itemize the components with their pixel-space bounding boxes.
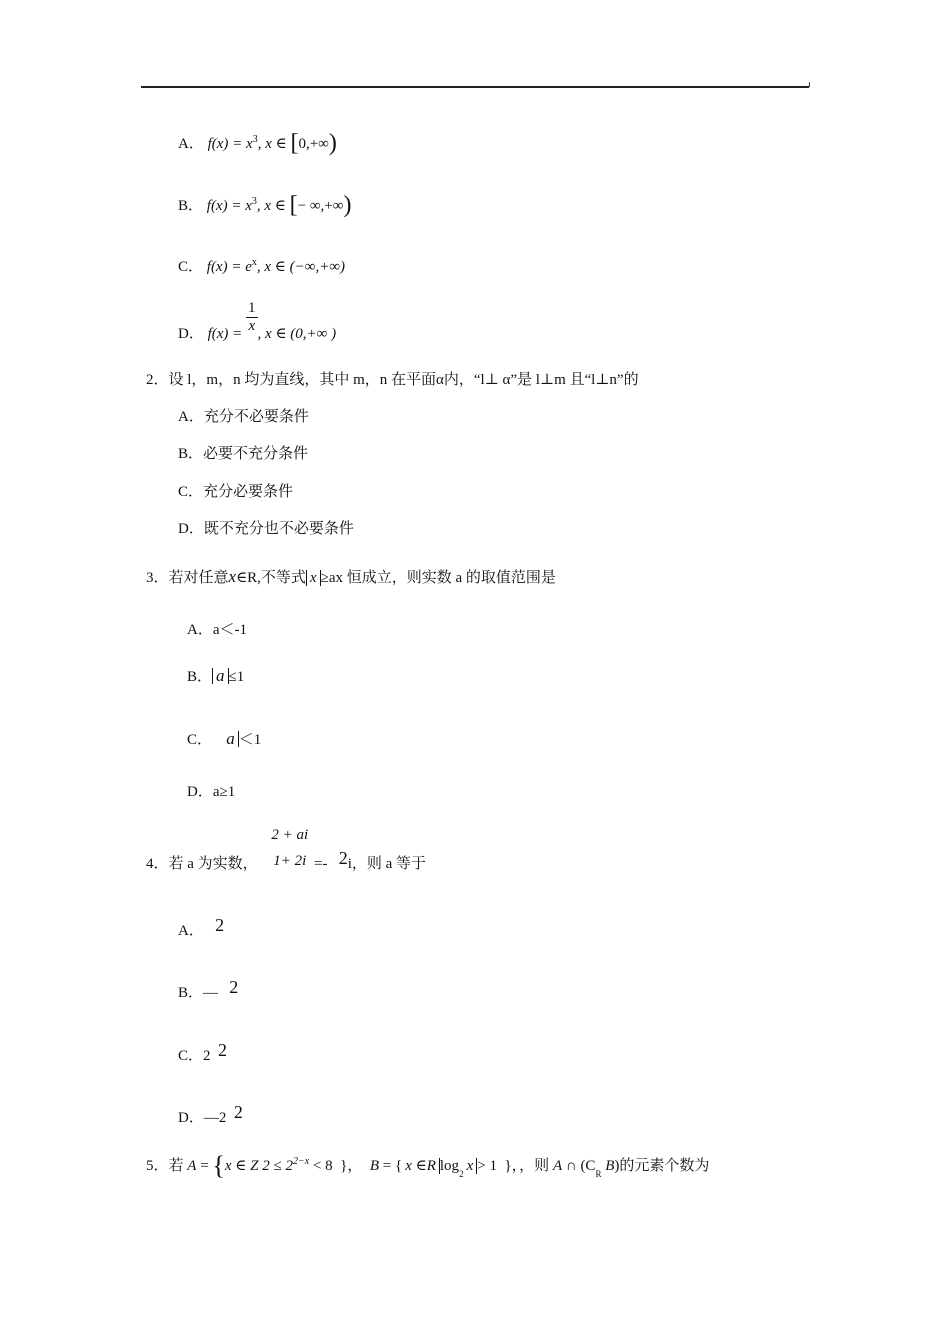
q4-stem bbox=[146, 822, 426, 874]
bracket-close: ) bbox=[343, 192, 352, 218]
q4-option-c bbox=[178, 1040, 228, 1064]
stem-text: ≥ax 恒成立，则实数 a 的取值范围是 bbox=[320, 570, 556, 586]
math-root: 2 bbox=[229, 977, 239, 997]
math-range: − ∞,+∞ bbox=[297, 198, 344, 214]
bracket-close: ) bbox=[328, 130, 337, 156]
q1-option-c bbox=[178, 255, 345, 276]
header-rule bbox=[141, 86, 809, 88]
option-label: A． bbox=[178, 136, 204, 152]
math-expr: (x) = bbox=[211, 325, 243, 342]
math-expr: (x) = e bbox=[210, 259, 252, 275]
math-subscript: R bbox=[595, 1169, 602, 1179]
math-superscript: x bbox=[251, 257, 257, 268]
math-var: x bbox=[228, 567, 237, 586]
math-expr: (x) = x bbox=[210, 198, 252, 214]
brace-open: { bbox=[395, 1158, 403, 1174]
q2-option-b: B．必要不充分条件 bbox=[178, 446, 309, 462]
math-fraction bbox=[246, 300, 258, 335]
stem-text: 3．若对任意 bbox=[146, 570, 229, 586]
math-range: 0,+∞ bbox=[298, 136, 329, 152]
stem-text: 的元素个数为 bbox=[619, 1158, 710, 1174]
stem-text: i，则 a 等于 bbox=[347, 856, 427, 873]
math-subscript: 2 bbox=[459, 1169, 464, 1179]
math-log: log bbox=[439, 1158, 460, 1174]
math-set-a: A bbox=[187, 1158, 197, 1174]
q3-option-a: A．a＜-1 bbox=[187, 622, 247, 638]
math-expr: ) bbox=[614, 1158, 620, 1174]
option-label: C． bbox=[178, 259, 204, 275]
fraction-numerator: 2 + ai bbox=[271, 827, 309, 843]
q4-option-b bbox=[178, 977, 239, 1001]
q3-option-b bbox=[187, 665, 244, 686]
option-label: B． bbox=[187, 669, 213, 685]
stem-text: ， bbox=[511, 1158, 520, 1174]
fraction-numerator: 1 bbox=[248, 300, 256, 316]
math-expr: ∩ (C bbox=[562, 1158, 596, 1174]
bracket-open: [ bbox=[290, 130, 299, 156]
math-superscript: 3 bbox=[251, 196, 257, 207]
q1-option-d bbox=[178, 300, 337, 342]
math-abs: a bbox=[223, 731, 239, 747]
option-text: ＜1 bbox=[238, 732, 262, 748]
math-f: f bbox=[207, 325, 212, 342]
math-domain: , x ∈ bbox=[256, 198, 290, 214]
math-root: 2 bbox=[215, 915, 225, 935]
option-label: C．2 bbox=[178, 1048, 211, 1064]
math-root: 2 bbox=[338, 848, 348, 869]
option-label: C． bbox=[187, 732, 213, 748]
math-root: 2 bbox=[218, 1040, 228, 1060]
stem-text: =- bbox=[313, 856, 328, 873]
option-label: D． bbox=[178, 325, 204, 342]
math-abs: a bbox=[212, 668, 229, 684]
brace-close: } bbox=[504, 1158, 512, 1174]
brace-open: { bbox=[212, 1151, 225, 1180]
header-rule-tick bbox=[809, 82, 810, 87]
stem-text: 5．若 bbox=[146, 1158, 184, 1174]
stem-text: ， bbox=[347, 1158, 363, 1174]
math-expr: (x) = x bbox=[211, 136, 253, 152]
q1-option-b bbox=[178, 190, 351, 217]
q4-option-a bbox=[178, 915, 225, 939]
q1-option-a bbox=[178, 128, 337, 155]
stem-text: ∈R,不等式 bbox=[236, 570, 306, 586]
math-var: x bbox=[464, 1158, 478, 1174]
math-f: f bbox=[206, 259, 211, 275]
math-set-body: x ∈R bbox=[402, 1158, 440, 1174]
math-f: f bbox=[207, 136, 212, 152]
math-set-b: B bbox=[369, 1158, 380, 1174]
q2-option-a: A．充分不必要条件 bbox=[178, 409, 309, 425]
math-superscript: 2−x bbox=[292, 1156, 310, 1167]
math-domain: , x ∈ bbox=[257, 136, 291, 152]
option-label: B． bbox=[178, 198, 204, 214]
math-superscript: 3 bbox=[252, 134, 258, 145]
stem-text: ，则 bbox=[519, 1158, 550, 1174]
fraction-denominator: 1+ 2i bbox=[273, 853, 307, 869]
q3-stem bbox=[146, 566, 556, 587]
bracket-open: [ bbox=[289, 192, 298, 218]
math-domain: , x ∈ (−∞,+∞) bbox=[256, 259, 346, 275]
math-set-body: > 1 bbox=[477, 1158, 497, 1174]
q3-option-d: D．a≥1 bbox=[187, 784, 236, 800]
option-label: D．—2 bbox=[178, 1110, 227, 1126]
math-eq: = bbox=[379, 1158, 395, 1174]
math-eq: = bbox=[196, 1158, 213, 1174]
math-set-body: < 8 bbox=[309, 1158, 333, 1174]
q2-option-d: D．既不充分也不必要条件 bbox=[178, 521, 354, 537]
q2-stem: 2．设 l，m，n 均为直线，其中 m，n 在平面α内，“l⊥ α”是 l⊥m 且“l⊥n”的 bbox=[146, 372, 639, 388]
option-text: ≤1 bbox=[228, 669, 245, 685]
math-f: f bbox=[206, 198, 211, 214]
option-label: A． bbox=[178, 923, 204, 939]
math-domain: , x ∈ (0,+∞ ) bbox=[257, 325, 337, 342]
math-abs: x bbox=[306, 570, 321, 586]
math-root: 2 bbox=[233, 1102, 243, 1122]
q4-option-d bbox=[178, 1102, 243, 1126]
q3-option-c bbox=[187, 728, 261, 749]
math-fraction bbox=[269, 822, 310, 874]
q2-option-c: C．充分必要条件 bbox=[178, 484, 294, 500]
stem-text: 4．若 a 为实数， bbox=[146, 856, 258, 873]
math-set-b: B bbox=[601, 1158, 615, 1174]
q5-stem bbox=[146, 1151, 710, 1180]
brace-close: } bbox=[340, 1158, 348, 1174]
math-set-body: x ∈ Z 2 ≤ 2 bbox=[224, 1158, 293, 1174]
option-label: B．— bbox=[178, 985, 219, 1001]
fraction-denominator: x bbox=[248, 318, 256, 334]
math-set-a: A bbox=[552, 1158, 563, 1174]
